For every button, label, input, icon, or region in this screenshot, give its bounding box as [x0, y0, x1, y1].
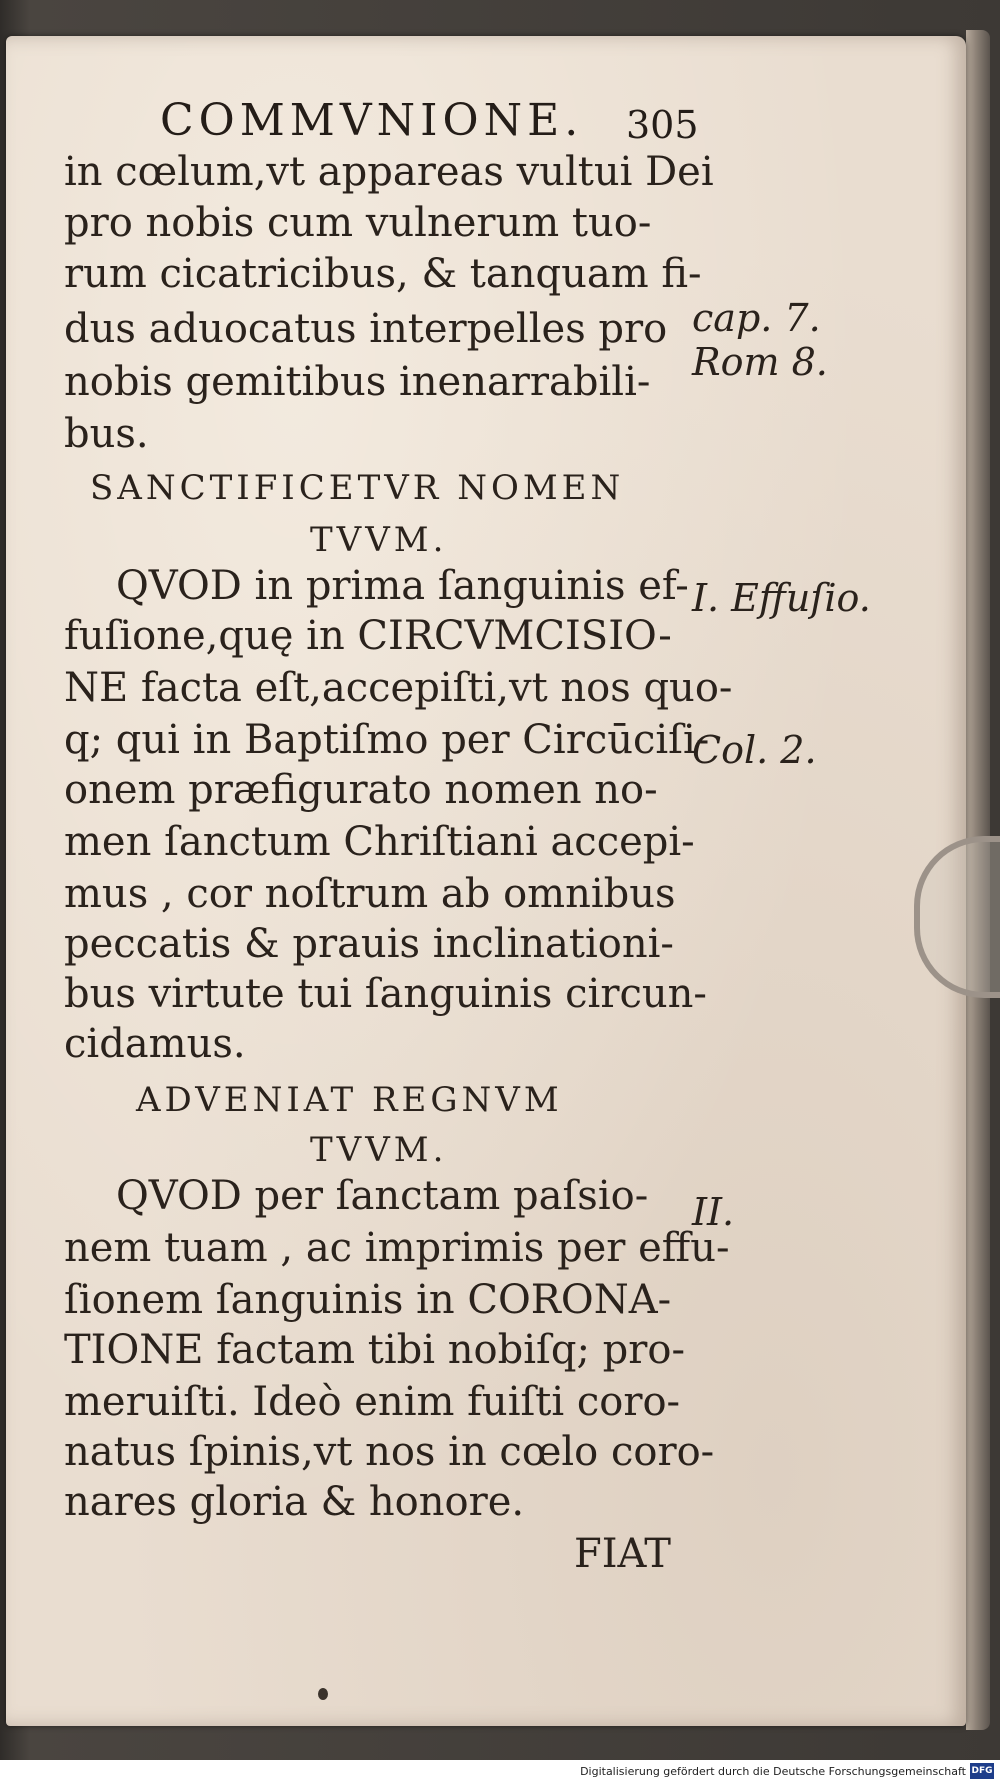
marginal-note: II. — [692, 1190, 735, 1234]
text-line: q; qui in Baptiſmo per Circūciſi- — [64, 717, 710, 763]
marginal-note: I. Effuſio. — [692, 576, 871, 620]
page-number: 305 — [626, 103, 699, 147]
text-line: QVOD per ſanctam paſsio- — [116, 1173, 649, 1219]
text-line: ſionem ſanguinis in CORONA- — [64, 1277, 672, 1323]
text-line: QVOD in prima ſanguinis ef- — [116, 563, 689, 609]
marginal-note: cap. 7. — [692, 296, 821, 340]
text-line: nem tuam , ac imprimis per effu- — [64, 1225, 730, 1271]
section-heading: SANCTIFICETVR NOMEN — [90, 468, 625, 508]
catchword: FIAT — [574, 1531, 671, 1577]
section-heading: TVVM. — [310, 1130, 448, 1170]
text-line: nares gloria & honore. — [64, 1479, 525, 1525]
dfg-logo: DFG — [970, 1763, 994, 1779]
marginal-note: Rom 8. — [692, 340, 828, 384]
text-line: nobis gemitibus inenarrabili- — [64, 359, 651, 405]
text-line: mus , cor noſtrum ab omnibus — [64, 871, 676, 917]
text-line: meruiſti. Ideò enim fuiſti coro- — [64, 1379, 681, 1425]
text-line: dus aduocatus interpelles pro — [64, 306, 668, 352]
marginal-note: Col. 2. — [692, 728, 817, 772]
text-line: rum cicatricibus, & tanquam fi- — [64, 251, 702, 297]
printer-ornament — [318, 1688, 328, 1700]
text-line: TIONE factam tibi nobiſq; pro- — [64, 1327, 685, 1373]
funding-credit: Digitalisierung gefördert durch die Deutsche Forschungsgemeinschaft — [580, 1765, 966, 1778]
text-line: onem præfigurato nomen no- — [64, 767, 658, 813]
text-line: fuſione,quę in CIRCVMCISIO- — [64, 613, 672, 659]
text-line: cidamus. — [64, 1021, 246, 1067]
text-line: in cœlum,vt appareas vultui Dei — [64, 149, 714, 195]
running-head: COMMVNIONE. — [160, 95, 584, 146]
text-line: men ſanctum Chriſtiani accepi- — [64, 819, 695, 865]
text-line: NE facta eſt,accepiſti,vt nos quo- — [64, 665, 733, 711]
text-line: bus virtute tui ſanguinis circun- — [64, 971, 707, 1017]
section-heading: ADVENIAT REGNVM — [136, 1080, 563, 1120]
text-line: natus ſpinis,vt nos in cœlo coro- — [64, 1429, 715, 1475]
section-heading: TVVM. — [310, 520, 448, 560]
text-line: peccatis & prauis inclinationi- — [64, 921, 674, 967]
text-line: pro nobis cum vulnerum tuo- — [64, 200, 652, 246]
text-line: bus. — [64, 411, 149, 457]
